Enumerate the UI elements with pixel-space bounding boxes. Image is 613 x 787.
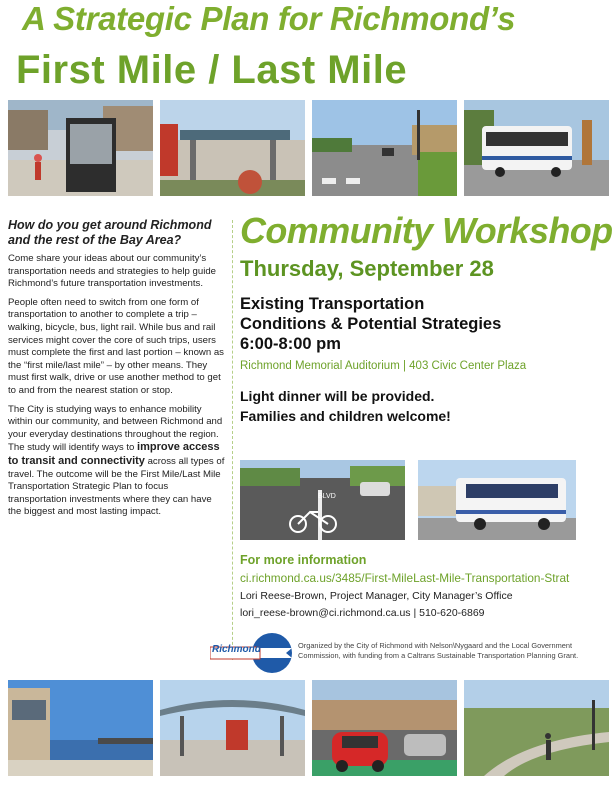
logo-text: Richmond — [212, 644, 261, 655]
event-venue: Richmond Memorial Auditorium | 403 Civic Center Plaza — [240, 360, 527, 372]
credit-text: Organized by the City of Richmond with Nelson\Nygaard and the Local Government Commission, with funding from a Caltrans Sustainable Transportation Planning Grant. — [298, 641, 579, 660]
event-column — [240, 210, 613, 426]
p3-text-a: The City is studying ways to enhance mobility within our community, and between Richmond and your everyday destinations throughout the region. The study will identify ways to — [8, 403, 223, 454]
contact-name: Lori Reese-Brown, Project Manager, City Manager’s Office — [240, 590, 513, 602]
more-info-heading: For more information — [240, 553, 367, 567]
photo-waterfront — [8, 680, 153, 776]
photo-bart-station — [160, 100, 305, 196]
blvd-road-marking: BLVD — [318, 493, 336, 500]
title-line-1: A Strategic Plan for Richmond’s — [22, 0, 516, 37]
p3-emphasis: improve access to transit and connectivity — [8, 441, 220, 467]
richmond-logo — [210, 630, 296, 676]
intro-column — [8, 218, 226, 525]
event-note — [240, 386, 610, 426]
p3-text-b: across all types of travel. The outcome will be the First Mile/Last Mile Transportation Strategic Plan to focus transportation investments where they can have the biggest and most lasting impact. — [8, 455, 225, 518]
photo-bus-stop — [464, 100, 609, 196]
photo-shuttle-bus — [418, 460, 576, 540]
photo-street-crosswalk — [312, 100, 457, 196]
event-heading: Community Workshop — [240, 210, 613, 251]
note-line-1: Light dinner will be provided. — [240, 388, 435, 404]
photo-bike-lane — [240, 460, 405, 540]
column-divider — [232, 220, 233, 660]
photo-transit-canopy — [160, 680, 305, 776]
more-info-block — [240, 553, 612, 619]
more-info-link[interactable]: ci.richmond.ca.us/3485/First-MileLast-Mile-Transportation-Strat — [240, 571, 570, 585]
event-date: Thursday, September 28 — [240, 256, 494, 281]
photo-plaza-sign — [8, 100, 153, 196]
intro-paragraph-3 — [8, 404, 226, 519]
topic-line-1: Existing Transportation — [240, 295, 425, 313]
title-line-2: First Mile / Last Mile — [16, 48, 408, 92]
topic-line-2: Conditions & Potential Strategies — [240, 315, 502, 333]
photo-walking-path — [464, 680, 609, 776]
intro-question: How do you get around Richmond and the rest of the Bay Area? — [8, 218, 212, 247]
event-topic — [240, 294, 610, 354]
event-time: 6:00-8:00 pm — [240, 335, 341, 353]
contact-email-phone: lori_reese-brown@ci.richmond.ca.us | 510-620-6869 — [240, 607, 485, 619]
note-line-2: Families and children welcome! — [240, 408, 451, 424]
intro-paragraph-1: Come share your ideas about our community’s transportation needs and strategies to help guide Richmond’s future transportation investments. — [8, 253, 217, 290]
intro-paragraph-2: People often need to switch from one form of transportation to another to complete a trip – walking, bicycle, bus, light rail. While bus and rail services might cover the core of such trips, users must complete the first and last portion – known as the “first mile/last mile” – by other means. They must first walk, drive or use another method to get to and from the nearest station or stop. — [8, 296, 224, 396]
photo-smart-car — [312, 680, 457, 776]
